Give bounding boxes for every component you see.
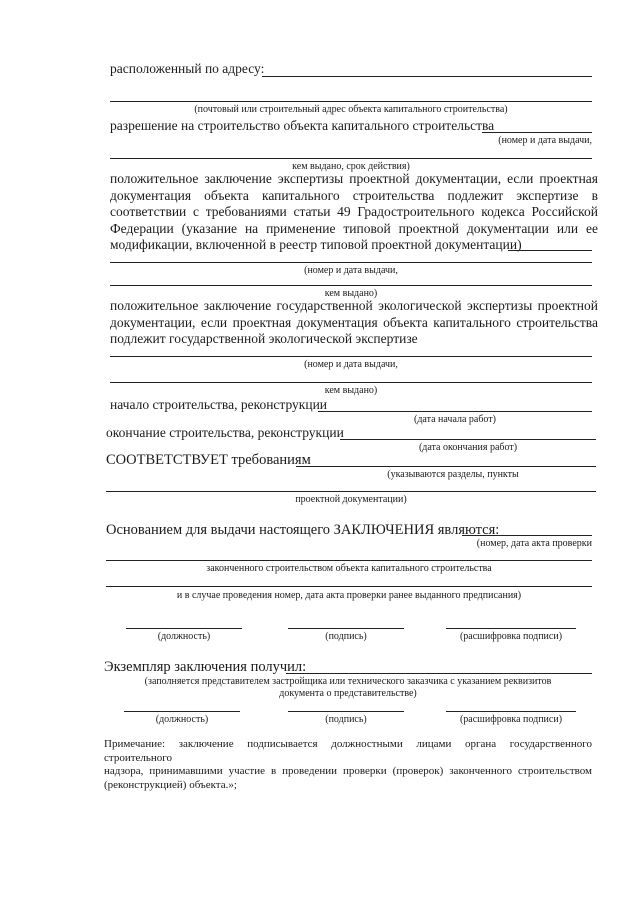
permit-label: разрешение на строительство объекта капитального строительства: [110, 118, 495, 133]
position-line-1: [126, 628, 242, 629]
permit-line-2: [110, 158, 592, 159]
decoding-line-1: [446, 628, 576, 629]
permit-caption-1: (номер и дата выдачи,: [498, 135, 592, 146]
eco-caption-2: кем выдано): [324, 385, 378, 396]
decoding-line-2: [446, 711, 576, 712]
basis-caption-1: (номер, дата акта проверки: [476, 538, 592, 549]
expertise-line-b: [110, 262, 592, 263]
permit-caption-2: кем выдано, срок действия): [292, 161, 410, 172]
signature-line-2: [288, 711, 404, 712]
signature-caption-2: (подпись): [325, 714, 367, 725]
eco-paragraph: [110, 298, 598, 348]
expertise-caption-1: (номер и дата выдачи,: [304, 265, 398, 276]
received-label: Экземпляр заключения получил:: [104, 659, 307, 675]
note-line-2: надзора, принимавшими участие в проведении проверки (проверок) законченного строительством: [104, 765, 592, 777]
complies-line-2: [106, 491, 596, 492]
signature-caption-1: (подпись): [325, 631, 367, 642]
eco-line-b: [110, 382, 592, 383]
position-caption-2: (должность): [155, 714, 209, 725]
received-line: [286, 673, 592, 674]
basis-caption-3: и в случае проведения номер, дата акта проверки ранее выданного предписания): [176, 590, 522, 601]
decoding-caption-2: (расшифровка подписи): [459, 714, 563, 725]
expertise-line-3: соответствии с требованиями статьи 49 Градостроительного кодекса Российской: [110, 204, 598, 219]
expertise-line-a: [508, 250, 592, 251]
expertise-caption-2: кем выдано): [324, 288, 378, 299]
position-line-2: [124, 711, 240, 712]
expertise-line-c: [110, 285, 592, 286]
expertise-line-4: Федерации (указание на применение типовой проектной документации или ее: [110, 220, 598, 236]
start-line: [318, 411, 592, 412]
start-caption: (дата начала работ): [414, 414, 496, 425]
basis-line-3: [106, 586, 592, 587]
eco-line-a: [110, 356, 592, 357]
start-label: начало строительства, реконструкции: [110, 397, 328, 412]
complies-caption-2: проектной документации): [295, 494, 407, 505]
complies-line-1: [296, 466, 596, 467]
complies-caption-1: (указываются разделы, пункты: [387, 469, 519, 480]
complies-label: СООТВЕТСТВУЕТ требованиям: [106, 452, 311, 468]
eco-caption-1: (номер и дата выдачи,: [304, 359, 398, 370]
position-caption-1: (должность): [157, 631, 211, 642]
note-line-3: (реконструкцией) объекта.»;: [104, 778, 237, 791]
expertise-paragraph: [110, 171, 598, 254]
expertise-line-1: положительное заключение экспертизы проектной документации, если проектная: [110, 171, 598, 186]
eco-line-2: документации, если проектная документация объекта капитального строительства: [110, 314, 598, 330]
permit-line-1: [482, 132, 592, 133]
address-line-2: [110, 101, 592, 102]
note-line-1: Примечание: заключение подписывается должностными лицами органа государственного строительного: [104, 738, 592, 764]
address-label: расположенный по адресу:: [110, 61, 265, 76]
basis-line-2: [106, 560, 592, 561]
received-caption-2: документа о представительстве): [279, 688, 417, 699]
eco-line-3: подлежит государственной экологической экспертизе: [110, 331, 418, 346]
expertise-line-2: документация объекта капитального строительства подлежит экспертизе в: [110, 187, 598, 203]
received-caption-1: (заполняется представителем застройщика или технического заказчика с указанием реквизитов: [144, 676, 552, 687]
finish-label: окончание строительства, реконструкции: [106, 425, 344, 440]
note: [104, 738, 592, 792]
basis-caption-2: законченного строительством объекта капитального строительства: [206, 563, 492, 574]
eco-line-1: положительное заключение государственной экологической экспертизы проектной: [110, 298, 598, 313]
finish-line: [340, 439, 596, 440]
signature-line-1: [288, 628, 404, 629]
address-caption: (почтовый или строительный адрес объекта капитального строительства): [194, 104, 508, 115]
expertise-line-5: модификации, включенной в реестр типовой проектной документации): [110, 237, 522, 252]
decoding-caption-1: (расшифровка подписи): [459, 631, 563, 642]
basis-line-1: [462, 535, 592, 536]
finish-caption: (дата окончания работ): [418, 442, 518, 453]
basis-label: Основанием для выдачи настоящего ЗАКЛЮЧЕНИЯ являются:: [106, 522, 500, 538]
address-line-1: [262, 76, 592, 77]
